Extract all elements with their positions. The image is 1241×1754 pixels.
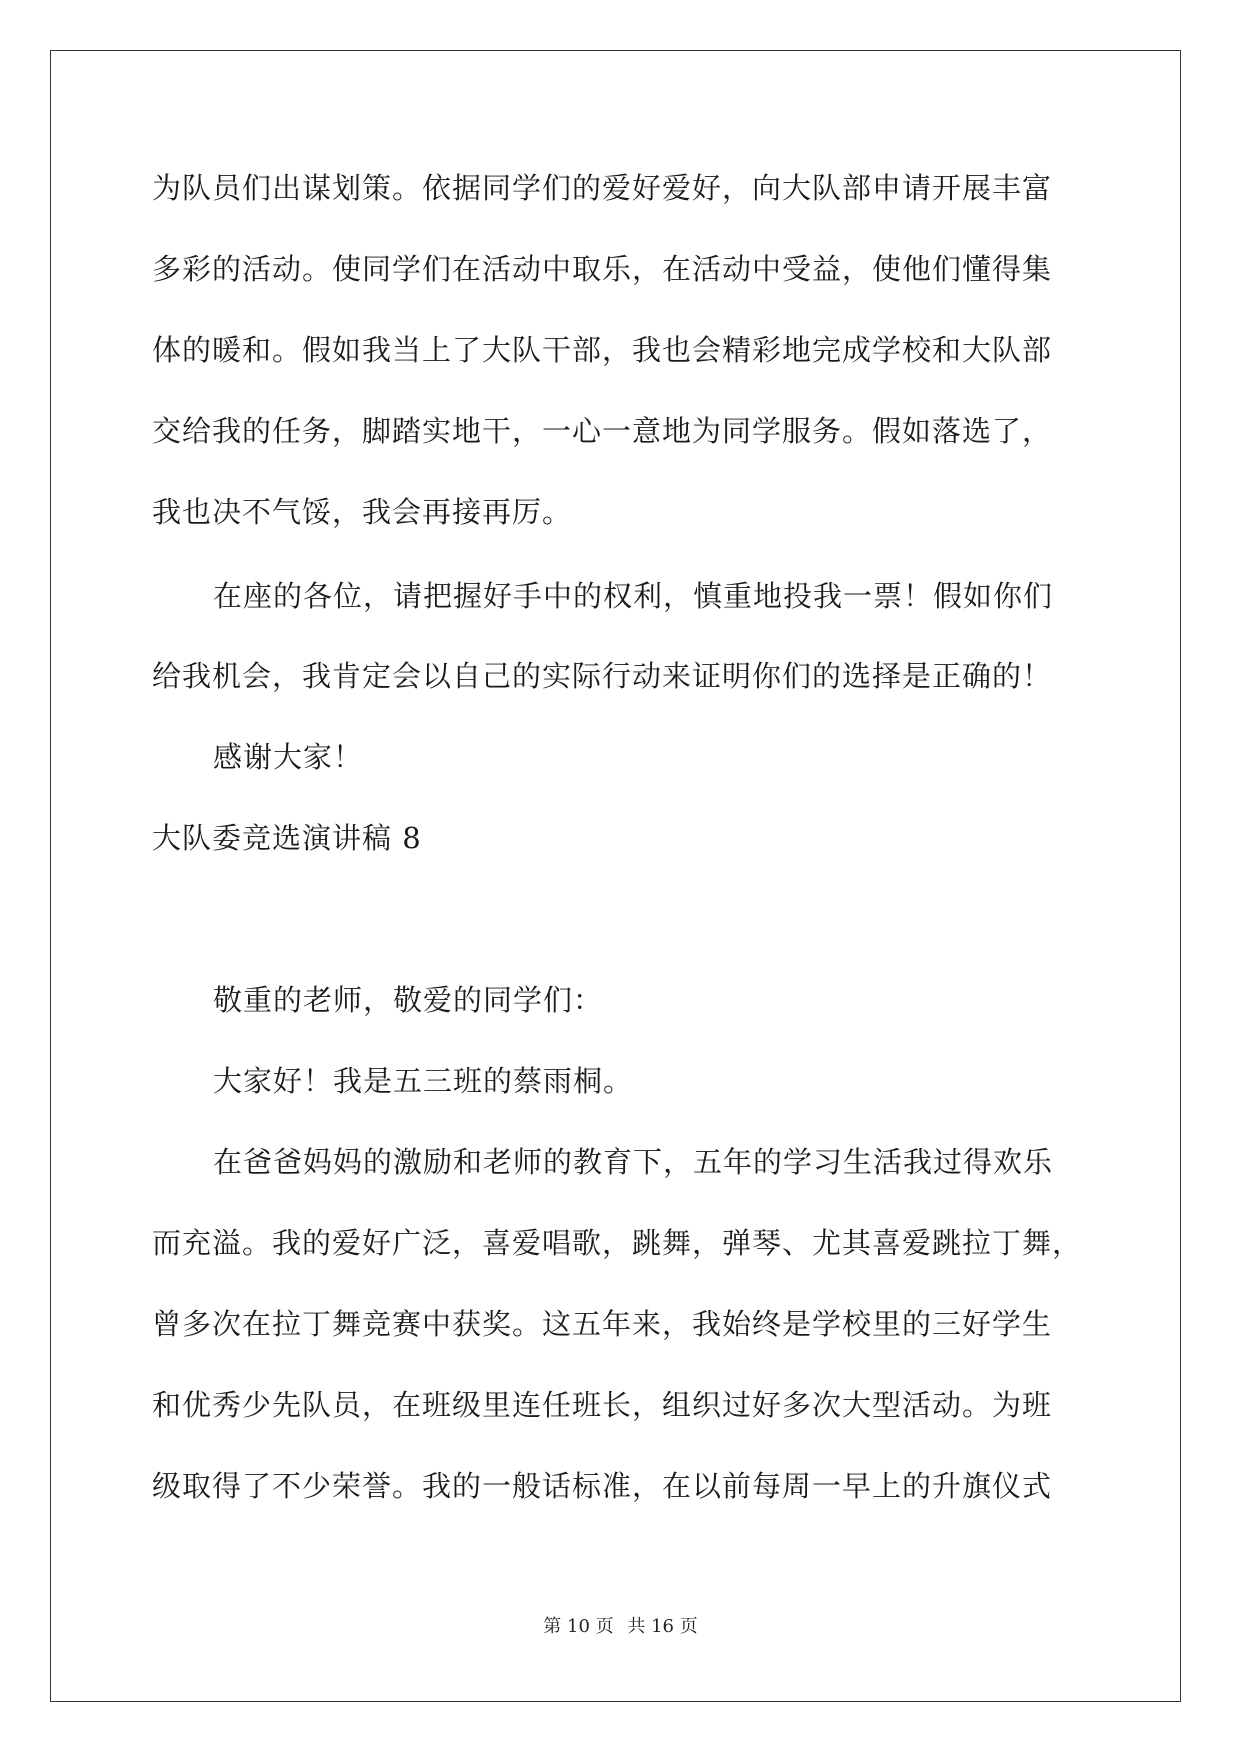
text-line: 为队员们出谋划策。依据同学们的爱好爱好，向大队部申请开展丰富: [152, 171, 1053, 205]
section-heading: 大队委竞选演讲稿 8: [152, 821, 422, 855]
text-line: 级取得了不少荣誉。我的一般话标准，在以前每周一早上的升旗仪式: [152, 1469, 1053, 1503]
text-line: 而充溢。我的爱好广泛，喜爱唱歌，跳舞，弹琴、尤其喜爱跳拉丁舞，: [152, 1226, 1083, 1260]
text-line: 曾多次在拉丁舞竞赛中获奖。这五年来，我始终是学校里的三好学生: [152, 1307, 1053, 1341]
page-total: 共 16 页: [627, 1616, 698, 1637]
greeting: 大家好！我是五三班的蔡雨桐。: [213, 1064, 634, 1098]
page-footer: [0, 1615, 1241, 1639]
text-line: 多彩的活动。使同学们在活动中取乐，在活动中受益，使他们懂得集: [152, 252, 1053, 286]
text-line: 交给我的任务，脚踏实地干，一心一意地为同学服务。假如落选了，: [152, 414, 1053, 448]
page-number: 第 10 页: [543, 1616, 614, 1637]
text-line: 给我机会，我肯定会以自己的实际行动来证明你们的选择是正确的！: [152, 659, 1053, 693]
page-border: [50, 50, 1181, 1702]
salutation: 敬重的老师，敬爱的同学们：: [213, 983, 604, 1017]
paragraph-start: 在爸爸妈妈的激励和老师的教育下，五年的学习生活我过得欢乐: [213, 1145, 1054, 1179]
text-line: 体的暖和。假如我当上了大队干部，我也会精彩地完成学校和大队部: [152, 333, 1053, 367]
paragraph-start: 在座的各位，请把握好手中的权利，慎重地投我一票！假如你们: [213, 579, 1054, 613]
paragraph-start: 感谢大家！: [213, 740, 364, 774]
text-line: 我也决不气馁，我会再接再厉。: [152, 495, 573, 529]
text-line: 和优秀少先队员，在班级里连任班长，组织过好多次大型活动。为班: [152, 1388, 1053, 1422]
